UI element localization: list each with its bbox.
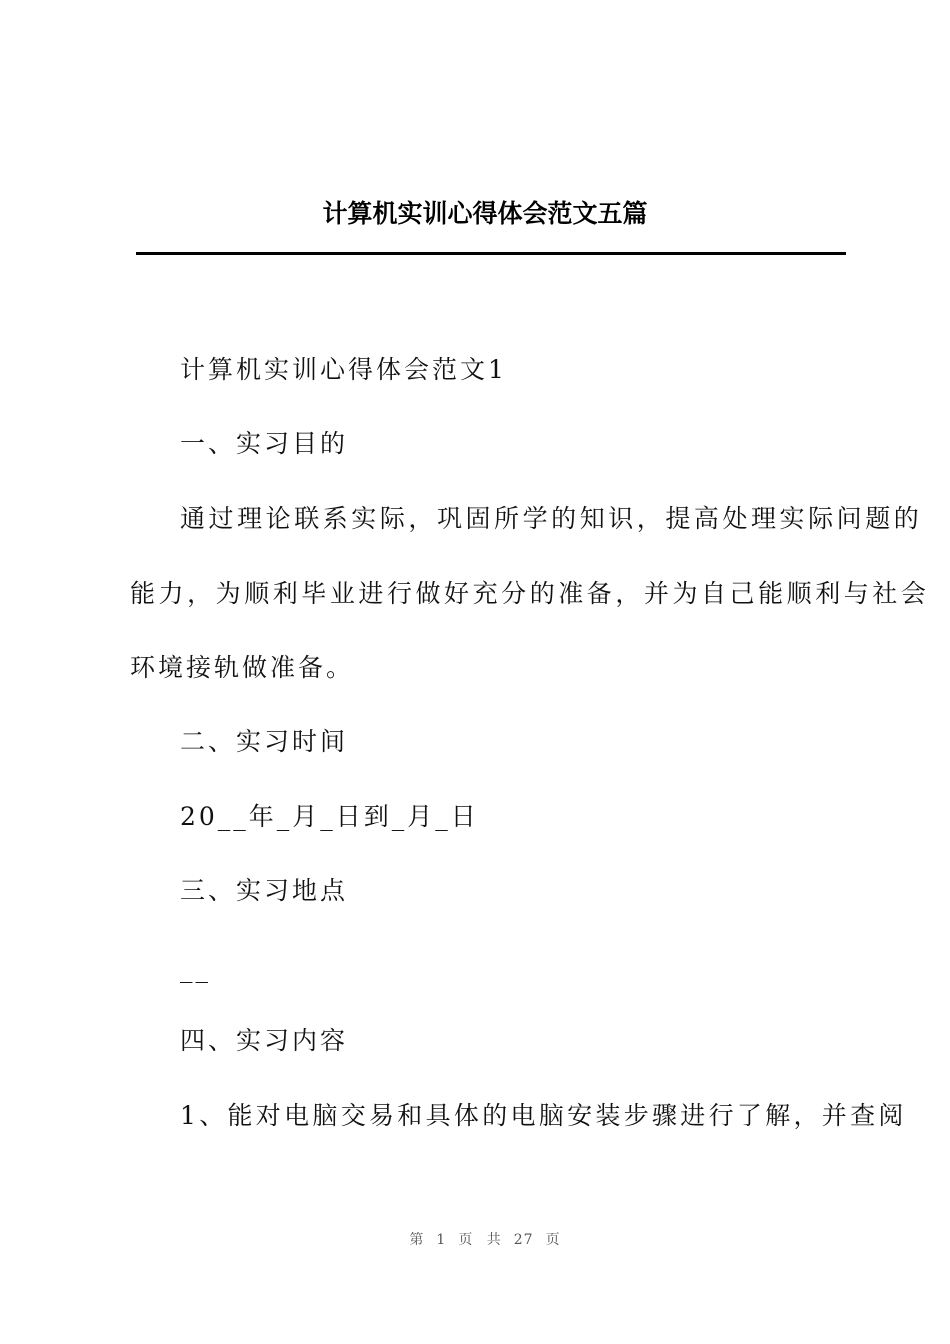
paragraph-line: __ <box>180 954 211 983</box>
title-underline <box>136 252 846 255</box>
paragraph-line: 1、能对电脑交易和具体的电脑安装步骤进行了解，并查阅 <box>180 1101 907 1130</box>
footer-prefix: 第 <box>409 1232 425 1248</box>
paragraph-line: 能力，为顺利毕业进行做好充分的准备，并为自己能顺利与社会 <box>130 579 930 608</box>
footer-suffix: 页 <box>545 1232 561 1248</box>
heading-content: 四、实习内容 <box>180 1026 349 1055</box>
heading-time: 二、实习时间 <box>180 727 349 756</box>
footer-total-pages: 27 <box>513 1232 534 1248</box>
paragraph-line: 20__年_月_日到_月_日 <box>180 802 479 831</box>
paragraph-line: 通过理论联系实际，巩固所学的知识，提高处理实际问题的 <box>180 504 923 533</box>
footer-page-number: 1 <box>436 1232 447 1248</box>
footer-mid: 页 共 <box>458 1232 502 1248</box>
page-footer <box>0 1229 950 1249</box>
section-heading-essay-1: 计算机实训心得体会范文1 <box>180 355 507 384</box>
heading-location: 三、实习地点 <box>180 876 349 905</box>
heading-purpose: 一、实习目的 <box>180 429 349 458</box>
paragraph-line: 环境接轨做准备。 <box>130 653 355 682</box>
document-title: 计算机实训心得体会范文五篇 <box>322 199 648 228</box>
